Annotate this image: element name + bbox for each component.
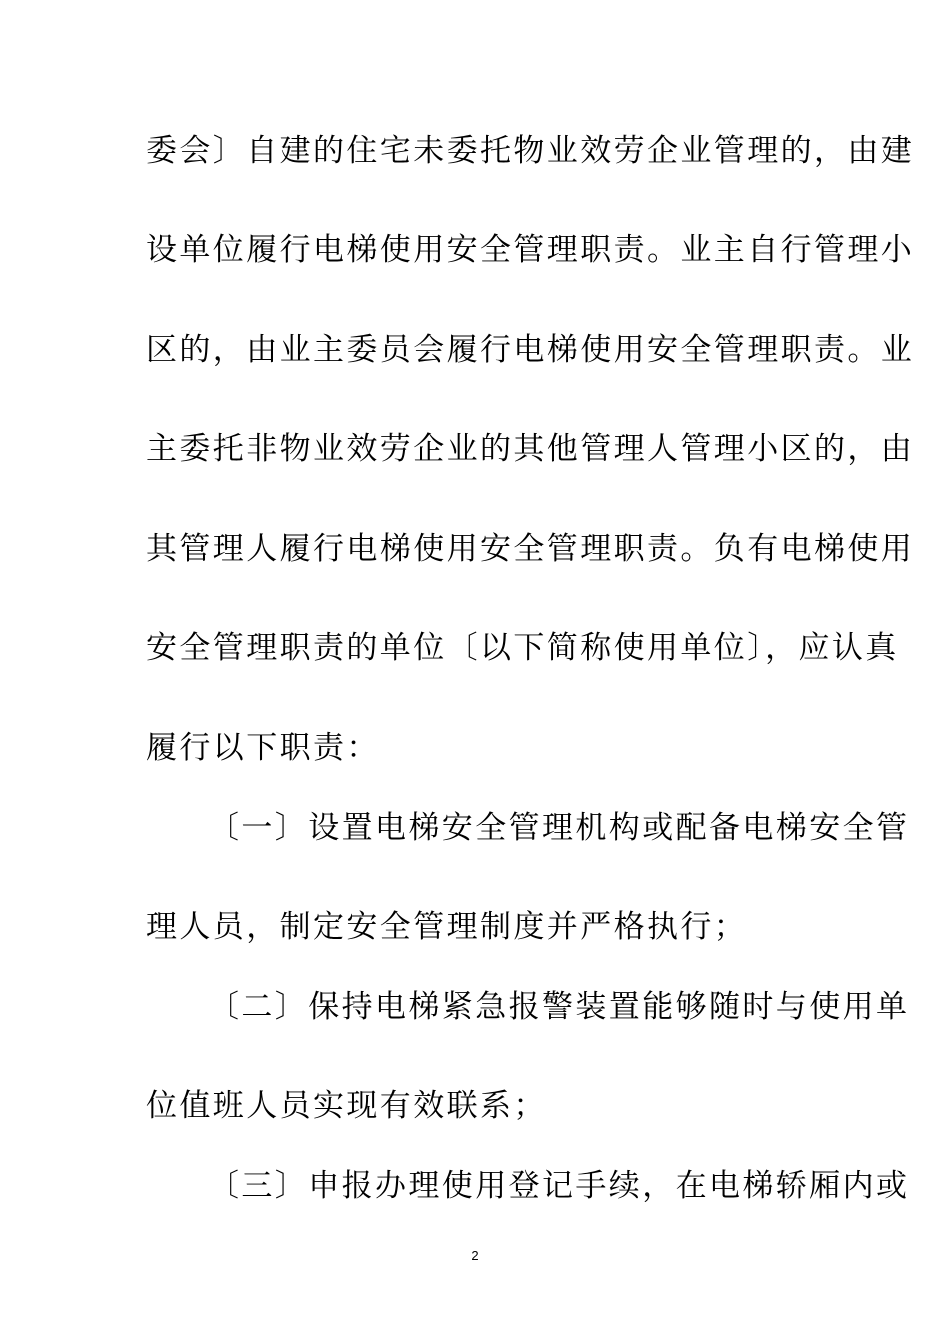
body-text-line: 履行以下职责： (146, 730, 380, 766)
list-item-line: 〔二〕保持电梯紧急报警装置能够随时与使用单 (208, 989, 910, 1025)
body-text-line: 安全管理职责的单位〔以下简称使用单位〕，应认真 (146, 630, 899, 666)
list-item-line: 〔一〕设置电梯安全管理机构或配备电梯安全管 (208, 810, 910, 846)
page-number: 2 (471, 1248, 479, 1263)
body-text-line: 位值班人员实现有效联系； (146, 1088, 547, 1124)
body-text-line: 主委托非物业效劳企业的其他管理人管理小区的，由 (146, 431, 915, 467)
body-text-line: 理人员，制定安全管理制度并严格执行； (146, 909, 748, 945)
body-text-line: 委会〕自建的住宅未委托物业效劳企业管理的，由建 (146, 133, 915, 169)
body-text-line: 区的，由业主委员会履行电梯使用安全管理职责。业 (146, 332, 915, 368)
body-text-line: 设单位履行电梯使用安全管理职责。业主自行管理小 (146, 232, 915, 268)
list-item-line: 〔三〕申报办理使用登记手续，在电梯轿厢内或 (208, 1168, 910, 1204)
body-text-line: 其管理人履行电梯使用安全管理职责。负有电梯使用 (146, 531, 915, 567)
